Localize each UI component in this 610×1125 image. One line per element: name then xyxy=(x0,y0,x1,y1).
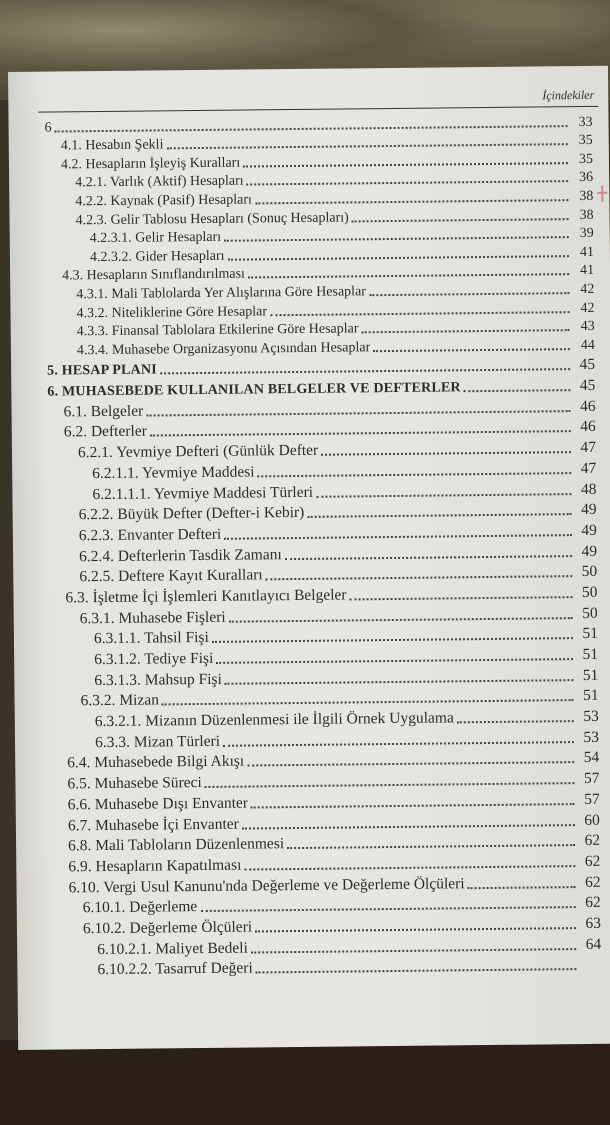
toc-entry-label: 6.10.1. Değerleme xyxy=(82,898,198,917)
toc-entry-label: 6.5. Muhasebe Süreci xyxy=(67,774,202,793)
toc-entry-page: 44 xyxy=(580,337,595,353)
toc-entry-label: 6.10.2.1. Maliyet Bedeli xyxy=(97,939,248,958)
leader-dots xyxy=(225,679,574,685)
leader-dots xyxy=(251,803,575,808)
leader-dots xyxy=(464,389,571,392)
leader-dots xyxy=(242,824,575,829)
leader-dots xyxy=(216,658,573,664)
toc-entry-page: 38 xyxy=(579,188,594,204)
toc-entry-label: 4.3.2. Niteliklerine Göre Hesaplar xyxy=(76,303,268,321)
toc-entry-label: 6.3. İşletme İçi İşlemleri Kanıtlayıcı Belgeler xyxy=(65,586,347,607)
toc-entry-page: 51 xyxy=(582,645,599,664)
toc-entry-label: 5. HESAP PLANI xyxy=(47,362,157,380)
leader-dots xyxy=(247,762,574,767)
toc-entry-label: 6.3.3. Mizan Türleri xyxy=(94,732,221,751)
toc-entry-label: 6.3.1.2. Tediye Fişi xyxy=(94,649,214,669)
toc-entry-label: 6. MUHASEBEDE KULLANILAN BELGELER VE DEFTERLER xyxy=(47,380,461,400)
toc-entry-label: 6.2.2. Büyük Defter (Defter-i Kebir) xyxy=(78,504,305,524)
toc-entry-label: 4.2.3. Gelir Tablosu Hesapları (Sonuç Hesapları) xyxy=(75,210,349,228)
leader-dots xyxy=(468,886,576,889)
toc-entry-page: 36 xyxy=(579,170,594,186)
toc-entry-page: 54 xyxy=(583,749,600,767)
toc-entry-label: 6.4. Muhasebede Bilgi Akışı xyxy=(67,753,245,772)
toc-entry-page: 35 xyxy=(578,133,593,149)
toc-entry-label: 4.3.1. Mali Tablolarda Yer Alışlarına Göre Hesaplar xyxy=(76,284,366,303)
toc-page-ref: 33 xyxy=(578,114,593,130)
toc-entry-page: 62 xyxy=(584,873,601,891)
leader-dots xyxy=(247,181,569,186)
leader-dots xyxy=(321,451,571,456)
toc-entry-label: 4.2.3.1. Gelir Hesapları xyxy=(89,229,222,247)
toc-entry-label: 4.3.4. Muhasebe Organizasyonu Açısından Hesaplar xyxy=(76,339,371,359)
page-number: 6 xyxy=(44,120,52,136)
toc-entry-page: 35 xyxy=(578,151,594,167)
toc-entry-label: 4.2.2. Kaynak (Pasif) Hesapları xyxy=(75,192,252,210)
leader-dots xyxy=(316,493,571,498)
leader-dots xyxy=(205,782,575,788)
toc-entry-page: 47 xyxy=(580,439,597,457)
toc-entry-page: 38 xyxy=(579,207,594,223)
toc-entry-page: 45 xyxy=(579,356,596,374)
leader-dots xyxy=(200,906,576,912)
toc-entry-label: 6.3.2.1. Mizanın Düzenlenmesi ile İlgili Örnek Uygulama xyxy=(94,709,454,731)
toc-entry-label: 4.3.3. Finansal Tablolara Etkilerine Göre Hesaplar xyxy=(76,321,359,340)
leader-dots xyxy=(255,927,576,932)
leader-dots xyxy=(352,218,569,222)
toc-entry-label: 6.7. Muhasebe İçi Envanter xyxy=(67,815,239,834)
toc-entry-page: 50 xyxy=(582,604,598,622)
toc-entry-label: 4.1. Hesabın Şekli xyxy=(60,137,164,154)
leader-dots xyxy=(244,865,575,870)
toc-entry-label: 6.9. Hesapların Kapatılması xyxy=(68,856,242,876)
toc-entry-page: 42 xyxy=(580,281,595,297)
leader-dots xyxy=(285,555,572,560)
toc-entry-label: 6.2.4. Defterlerin Tasdik Zamanı xyxy=(78,545,282,565)
leader-dots xyxy=(229,617,573,623)
toc-entry-page: 50 xyxy=(581,563,598,581)
toc-entry-page: 45 xyxy=(579,376,596,395)
leader-dots xyxy=(270,311,570,316)
leader-dots xyxy=(223,741,574,747)
toc-entry-label: 6.3.1. Muhasebe Fişleri xyxy=(79,608,226,627)
toc-entry-page: 41 xyxy=(579,244,594,260)
background-table xyxy=(0,1040,610,1125)
toc-entry-page: 62 xyxy=(584,852,601,870)
toc-entry-page: 51 xyxy=(582,666,599,684)
leader-dots xyxy=(224,236,569,242)
toc-entry-page: 46 xyxy=(580,418,596,436)
leader-dots xyxy=(166,143,567,149)
toc-entry-page: 48 xyxy=(580,480,597,498)
toc-entry-label: 6.2.1. Yevmiye Defteri (Günlük Defter xyxy=(77,441,319,462)
toc-entry-page: 63 xyxy=(585,914,602,932)
header-rule xyxy=(38,106,598,113)
leader-dots xyxy=(373,348,570,352)
toc-entry-page: 47 xyxy=(580,459,597,477)
leader-dots xyxy=(160,369,570,375)
toc-entry-page: 60 xyxy=(584,811,600,829)
toc-entry-page: 41 xyxy=(580,263,595,279)
toc-entry-label: 6.10.2.2. Tasarruf Değeri xyxy=(97,959,253,979)
leader-dots xyxy=(350,596,573,600)
running-header: İçindekiler xyxy=(542,87,595,103)
toc-entry-page: 42 xyxy=(580,300,595,316)
toc-entry-page: 51 xyxy=(582,625,599,643)
toc-entry-page: 53 xyxy=(583,728,600,746)
leader-dots xyxy=(146,410,570,416)
toc-entry-page: 57 xyxy=(584,790,600,808)
leader-dots xyxy=(150,431,571,437)
toc-entry-page: 53 xyxy=(583,707,599,726)
leader-dots xyxy=(251,948,576,953)
toc-entry-label: 6.2.1.1.1. Yevmiye Maddesi Türleri xyxy=(92,483,314,503)
toc-entry-page: 62 xyxy=(584,832,601,850)
toc-entry-label: 4.2.3.2. Gider Hesapları xyxy=(89,248,225,265)
book-page xyxy=(8,66,610,1050)
toc-entry-label: 6.3.1.1. Tahsil Fişi xyxy=(93,629,209,648)
toc-entry-page: 64 xyxy=(585,935,602,953)
toc-entry-page: 49 xyxy=(581,521,597,539)
toc-entry-label: 6.8. Mali Tabloların Düzenlenmesi xyxy=(68,835,285,855)
toc-entry-label: 6.10. Vergi Usul Kanunu'nda Değerleme ve Değerleme Ölçüleri xyxy=(68,874,465,897)
toc-entry-label: 4.3. Hesapların Sınıflandırılması xyxy=(62,266,245,284)
toc-entry-label: 6.2.1.1. Yevmiye Maddesi xyxy=(92,463,255,482)
toc-entry-label: 4.2. Hesapların İşleyiş Kuralları xyxy=(60,155,241,173)
toc-entry-page: 57 xyxy=(583,770,600,788)
leader-dots xyxy=(227,255,568,261)
toc-entry-label: 6.10.2. Değerleme Ölçüleri xyxy=(82,918,253,938)
table-of-contents xyxy=(8,112,601,980)
toc-entry-label: 6.2.3. Envanter Defteri xyxy=(78,525,222,545)
toc-entry-page: 43 xyxy=(580,318,595,335)
leader-dots xyxy=(255,199,568,204)
toc-entry-page: 51 xyxy=(582,687,599,705)
leader-dots xyxy=(243,162,568,167)
leader-dots xyxy=(287,844,575,849)
toc-entry-label: 6.1. Belgeler xyxy=(63,402,144,421)
toc-entry-label: 4.2.1. Varlık (Aktif) Hesapları xyxy=(75,173,244,191)
toc-entry-page: 50 xyxy=(581,583,598,601)
leader-dots xyxy=(266,575,573,580)
toc-entry-page: 39 xyxy=(579,226,594,242)
leader-dots xyxy=(256,968,577,973)
toc-entry-page: 49 xyxy=(581,542,598,560)
leader-dots xyxy=(162,700,574,706)
leader-dots xyxy=(224,534,572,540)
toc-entry-label: 6.3.2. Mizan xyxy=(80,691,160,710)
leader-dots xyxy=(362,329,570,333)
leader-dots xyxy=(258,472,572,477)
toc-entry-page: 46 xyxy=(579,397,596,415)
leader-dots xyxy=(248,273,569,278)
toc-entry-page: 49 xyxy=(581,501,597,519)
toc-entry-page: 62 xyxy=(585,894,601,912)
toc-entry-label: 6.3.1.3. Mahsup Fişi xyxy=(94,670,222,689)
leader-dots xyxy=(212,637,573,643)
toc-entry-label: 6.2.5. Deftere Kayıt Kuralları xyxy=(79,566,263,586)
toc-entry-label: 6.2. Defterler xyxy=(63,423,147,441)
leader-dots xyxy=(457,720,574,723)
toc-entry-label: 6.6. Muhasebe Dışı Envanter xyxy=(67,794,249,814)
leader-dots xyxy=(369,292,569,296)
pen-mark xyxy=(597,186,607,202)
leader-dots xyxy=(307,513,571,518)
